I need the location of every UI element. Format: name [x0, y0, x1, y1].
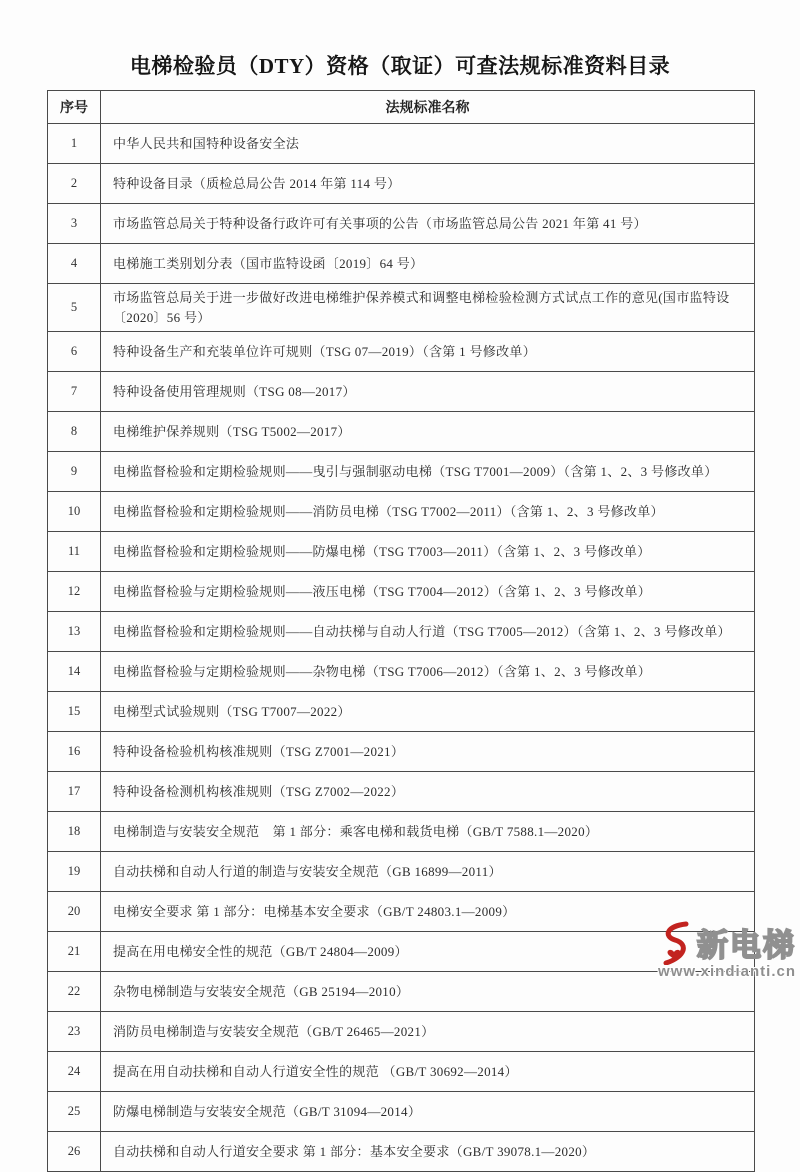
table-row	[48, 1092, 755, 1132]
row-index: 21	[48, 932, 101, 972]
row-index: 1	[48, 124, 101, 164]
table-row	[48, 772, 755, 812]
watermark-brand: 新电梯	[697, 928, 796, 963]
row-index: 8	[48, 412, 101, 452]
page-title: 电梯检验员（DTY）资格（取证）可查法规标准资料目录	[129, 54, 671, 78]
regulation-name: 中华人民共和国特种设备安全法	[101, 124, 755, 164]
row-index: 12	[48, 572, 101, 612]
regulation-name: 电梯制造与安装安全规范 第 1 部分：乘客电梯和载货电梯（GB/T 7588.1—2020）	[101, 812, 755, 852]
row-index: 5	[48, 284, 101, 332]
regulation-name: 电梯型式试验规则（TSG T7007—2022）	[101, 692, 755, 732]
column-header-name: 法规标准名称	[101, 91, 755, 124]
table-row	[48, 932, 755, 972]
row-index: 26	[48, 1132, 101, 1172]
row-index: 18	[48, 812, 101, 852]
table-row	[48, 492, 755, 532]
row-index: 24	[48, 1052, 101, 1092]
regulation-name: 电梯维护保养规则（TSG T5002—2017）	[101, 412, 755, 452]
table-row	[48, 124, 755, 164]
table-row	[48, 284, 755, 332]
table-row	[48, 612, 755, 652]
table-row	[48, 244, 755, 284]
column-header-index: 序号	[48, 91, 101, 124]
table-row	[48, 412, 755, 452]
table-row	[48, 652, 755, 692]
row-index: 14	[48, 652, 101, 692]
regulation-name: 市场监管总局关于特种设备行政许可有关事项的公告（市场监管总局公告 2021 年第 41 号）	[101, 204, 755, 244]
table-row	[48, 812, 755, 852]
table-row	[48, 732, 755, 772]
regulation-name: 自动扶梯和自动人行道安全要求 第 1 部分：基本安全要求（GB/T 39078.1—2020）	[101, 1132, 755, 1172]
row-index: 4	[48, 244, 101, 284]
table-row	[48, 1132, 755, 1172]
regulation-name: 电梯监督检验和定期检验规则——曳引与强制驱动电梯（TSG T7001—2009）（含第 1、2、3 号修改单）	[101, 452, 755, 492]
row-index: 2	[48, 164, 101, 204]
row-index: 3	[48, 204, 101, 244]
regulation-name: 消防员电梯制造与安装安全规范（GB/T 26465—2021）	[101, 1012, 755, 1052]
table-row	[48, 852, 755, 892]
regulation-name: 电梯安全要求 第 1 部分：电梯基本安全要求（GB/T 24803.1—2009）	[101, 892, 755, 932]
row-index: 16	[48, 732, 101, 772]
row-index: 9	[48, 452, 101, 492]
table-row	[48, 164, 755, 204]
regulation-name: 电梯监督检验和定期检验规则——防爆电梯（TSG T7003—2011）（含第 1、2、3 号修改单）	[101, 532, 755, 572]
row-index: 20	[48, 892, 101, 932]
regulation-name: 杂物电梯制造与安装安全规范（GB 25194—2010）	[101, 972, 755, 1012]
row-index: 13	[48, 612, 101, 652]
table-row	[48, 892, 755, 932]
row-index: 17	[48, 772, 101, 812]
row-index: 10	[48, 492, 101, 532]
row-index: 7	[48, 372, 101, 412]
regulation-name: 电梯监督检验和定期检验规则——自动扶梯与自动人行道（TSG T7005—2012）（含第 1、2、3 号修改单）	[101, 612, 755, 652]
row-index: 25	[48, 1092, 101, 1132]
regulation-name: 电梯施工类别划分表（国市监特设函〔2019〕64 号）	[101, 244, 755, 284]
table-header-row	[48, 91, 755, 124]
regulation-name: 特种设备检验机构核准规则（TSG Z7001—2021）	[101, 732, 755, 772]
row-index: 23	[48, 1012, 101, 1052]
regulation-name: 电梯监督检验和定期检验规则——消防员电梯（TSG T7002—2011）（含第 1、2、3 号修改单）	[101, 492, 755, 532]
table-row	[48, 452, 755, 492]
regulation-name: 特种设备目录（质检总局公告 2014 年第 114 号）	[101, 164, 755, 204]
regulation-name: 电梯监督检验与定期检验规则——液压电梯（TSG T7004—2012）（含第 1、2、3 号修改单）	[101, 572, 755, 612]
row-index: 22	[48, 972, 101, 1012]
row-index: 11	[48, 532, 101, 572]
table-row	[48, 372, 755, 412]
regulation-name: 防爆电梯制造与安装安全规范（GB/T 31094—2014）	[101, 1092, 755, 1132]
table-row	[48, 572, 755, 612]
regulation-name: 自动扶梯和自动人行道的制造与安装安全规范（GB 16899—2011）	[101, 852, 755, 892]
regulation-name: 特种设备检测机构核准规则（TSG Z7002—2022）	[101, 772, 755, 812]
watermark-url: www.xindianti.cn	[658, 963, 796, 980]
table-row	[48, 692, 755, 732]
regulation-name: 提高在用电梯安全性的规范（GB/T 24804—2009）	[101, 932, 755, 972]
table-row	[48, 204, 755, 244]
regulation-name: 特种设备使用管理规则（TSG 08—2017）	[101, 372, 755, 412]
table-row	[48, 1012, 755, 1052]
row-index: 19	[48, 852, 101, 892]
regulation-name: 市场监管总局关于进一步做好改进电梯维护保养模式和调整电梯检验检测方式试点工作的意见(国市监特设〔2020〕56 号）	[101, 284, 755, 332]
row-index: 6	[48, 332, 101, 372]
regulations-table	[47, 90, 755, 1172]
table-row	[48, 332, 755, 372]
row-index: 15	[48, 692, 101, 732]
regulation-name: 提高在用自动扶梯和自动人行道安全性的规范 （GB/T 30692—2014）	[101, 1052, 755, 1092]
table-row	[48, 1052, 755, 1092]
table-row	[48, 972, 755, 1012]
regulation-name: 电梯监督检验与定期检验规则——杂物电梯（TSG T7006—2012）（含第 1、2、3 号修改单）	[101, 652, 755, 692]
table-row	[48, 532, 755, 572]
regulation-name: 特种设备生产和充装单位许可规则（TSG 07—2019）（含第 1 号修改单）	[101, 332, 755, 372]
